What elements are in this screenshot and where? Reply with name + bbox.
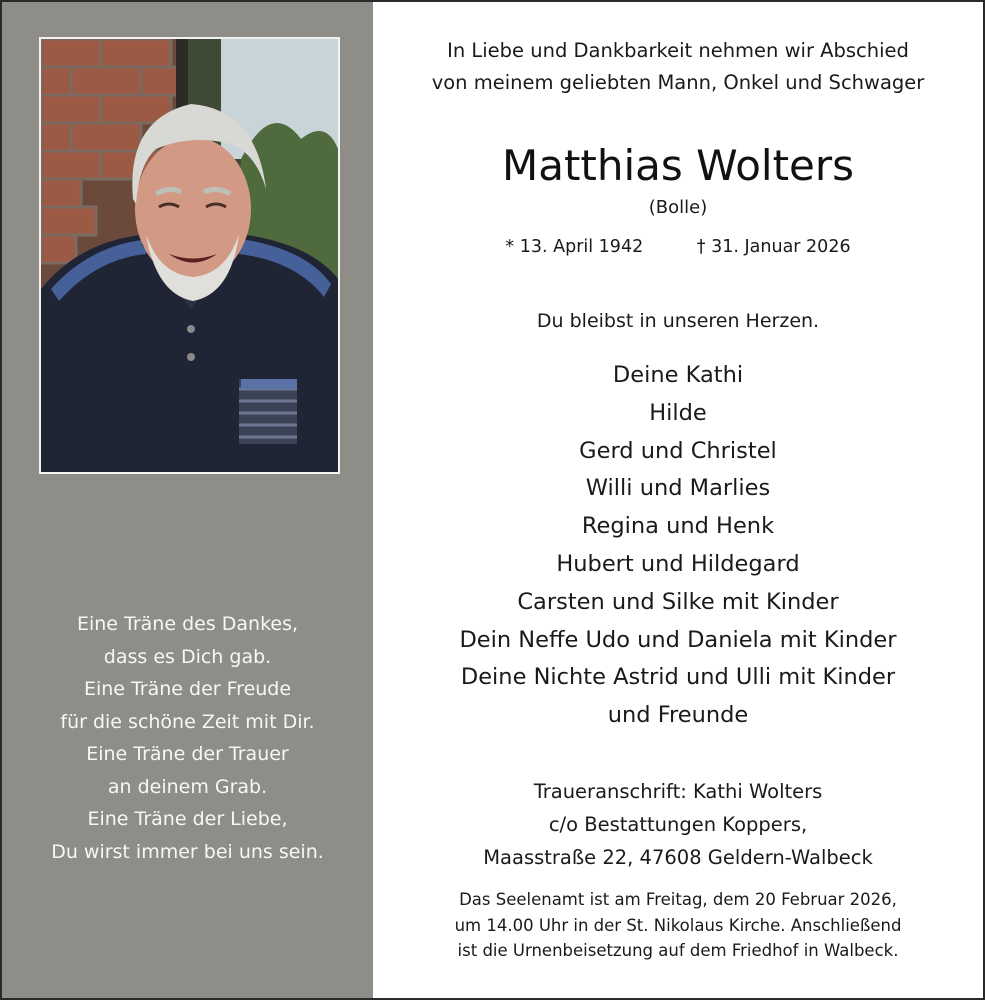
poem-line: Eine Träne der Freude: [83, 678, 292, 700]
death-date: † 31. Januar 2026: [696, 237, 851, 257]
poem-line: an deinem Grab.: [107, 775, 268, 798]
mourner-entry: Carsten und Silke mit Kinder: [517, 588, 839, 615]
poem: [2, 608, 373, 868]
service-line: um 14.00 Uhr in der St. Nikolaus Kirche. Anschließend: [454, 915, 902, 935]
mourners-list: [373, 357, 983, 735]
poem-line: Eine Träne der Trauer: [86, 743, 289, 765]
mourner-entry: Dein Neffe Udo und Daniela mit Kinder: [459, 626, 897, 653]
address-line: Traueranschrift: Kathi Wolters: [533, 780, 823, 803]
intro-line: In Liebe und Dankbarkeit nehmen wir Abschied: [447, 39, 909, 62]
right-panel: [373, 2, 983, 998]
address-line: Maasstraße 22, 47608 Geldern-Walbeck: [483, 846, 873, 869]
address-line: c/o Bestattungen Koppers,: [548, 813, 808, 836]
service-info: [373, 887, 983, 964]
mourner-entry: Deine Nichte Astrid und Ulli mit Kinder: [460, 664, 896, 691]
birth-date: * 13. April 1942: [505, 237, 644, 257]
poem-line: für die schöne Zeit mit Dir.: [60, 710, 315, 733]
poem-line: Du wirst immer bei uns sein.: [51, 840, 324, 863]
intro-line: von meinem geliebten Mann, Onkel und Schwager: [431, 71, 925, 94]
mourner-entry: Gerd und Christel: [579, 437, 777, 464]
life-dates: [373, 234, 983, 260]
mourner-entry: und Freunde: [607, 702, 749, 729]
deceased-name: Matthias Wolters: [501, 141, 855, 190]
poem-line: dass es Dich gab.: [103, 645, 272, 668]
motto: Du bleibst in unseren Herzen.: [536, 310, 820, 332]
service-line: Das Seelenamt ist am Freitag, dem 20 Februar 2026,: [459, 890, 897, 909]
mourner-entry: Regina und Henk: [581, 513, 775, 540]
poem-line: Eine Träne des Dankes,: [76, 613, 299, 635]
mourner-entry: Hilde: [649, 399, 707, 426]
mourning-address: [373, 775, 983, 874]
poem-line: Eine Träne der Liebe,: [87, 808, 288, 830]
intro-text: [373, 35, 983, 99]
mourner-entry: Hubert und Hildegard: [556, 550, 800, 577]
left-panel: [2, 2, 373, 998]
portrait-illustration: [41, 39, 338, 472]
service-line: ist die Urnenbeisetzung auf dem Friedhof in Walbeck.: [457, 941, 899, 960]
mourner-entry: Deine Kathi: [612, 362, 744, 388]
deceased-nickname: (Bolle): [648, 197, 708, 218]
mourner-entry: Willi und Marlies: [585, 475, 771, 502]
portrait-photo: [39, 37, 340, 474]
